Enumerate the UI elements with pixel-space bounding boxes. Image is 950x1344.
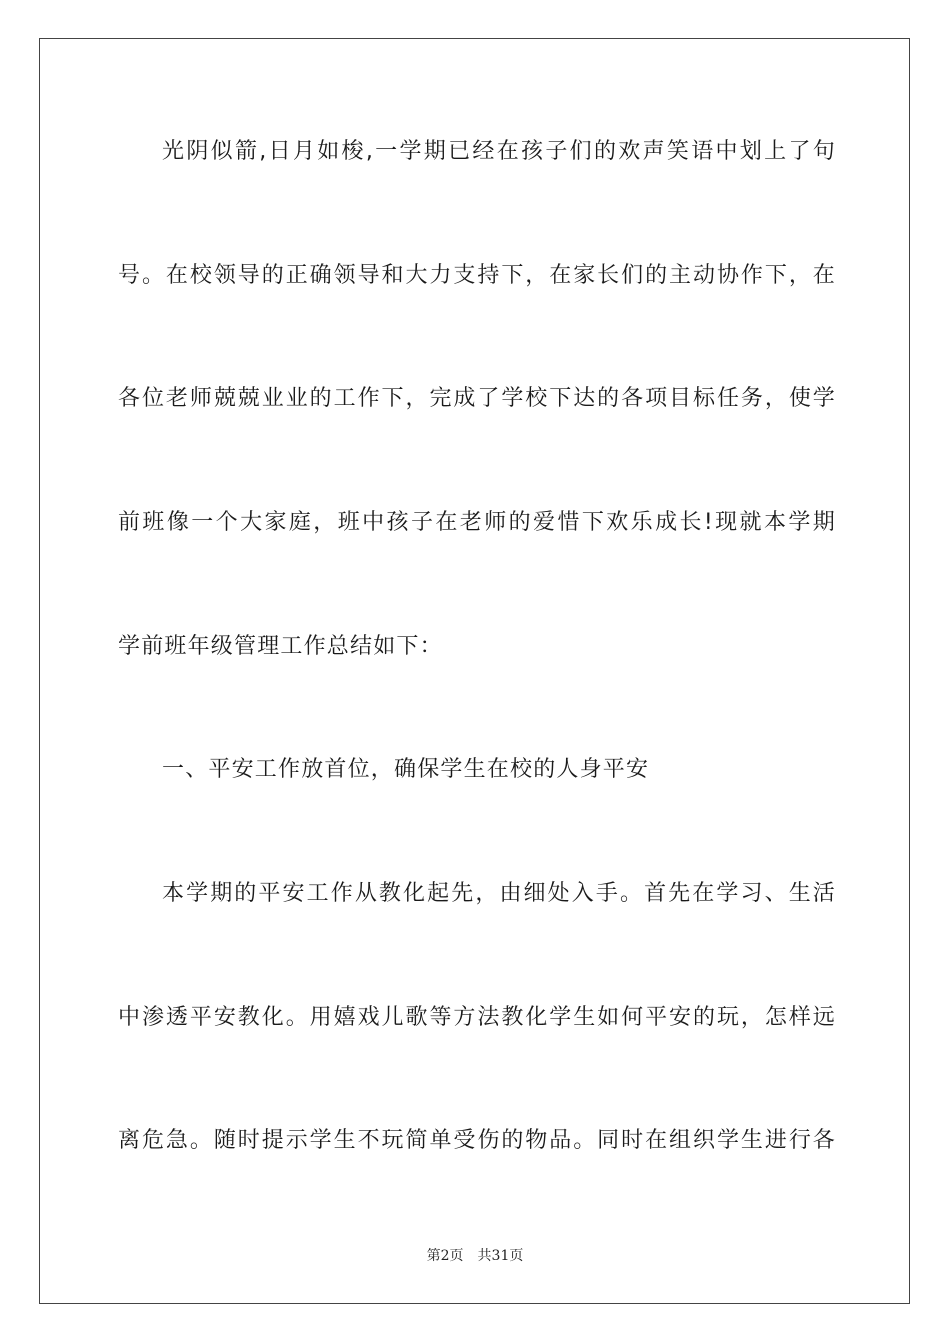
paragraph-line: 学前班年级管理工作总结如下： xyxy=(118,634,443,659)
paragraph-line: 本学期的平安工作从教化起先，由细处入手。首先在学习、生活 xyxy=(162,881,836,906)
section-heading: 一、平安工作放首位，确保学生在校的人身平安 xyxy=(162,757,650,782)
paragraph-line: 前班像一个大家庭，班中孩子在老师的爱惜下欢乐成长!现就本学期 xyxy=(118,510,836,535)
page-total: 共31页 xyxy=(477,1248,524,1264)
paragraph-line: 离危急。随时提示学生不玩简单受伤的物品。同时在组织学生进行各 xyxy=(118,1128,836,1153)
paragraph-line: 号。在校领导的正确领导和大力支持下，在家长们的主动协作下，在 xyxy=(118,263,836,288)
page-border xyxy=(39,38,910,1304)
paragraph-line: 中渗透平安教化。用嬉戏儿歌等方法教化学生如何平安的玩，怎样远 xyxy=(118,1005,836,1030)
paragraph-line: 各位老师兢兢业业的工作下，完成了学校下达的各项目标任务，使学 xyxy=(118,386,836,411)
page-footer xyxy=(0,1246,950,1266)
paragraph-line: 光阴似箭,日月如梭,一学期已经在孩子们的欢声笑语中划上了句 xyxy=(162,139,836,164)
page-number: 第2页 xyxy=(426,1248,464,1264)
